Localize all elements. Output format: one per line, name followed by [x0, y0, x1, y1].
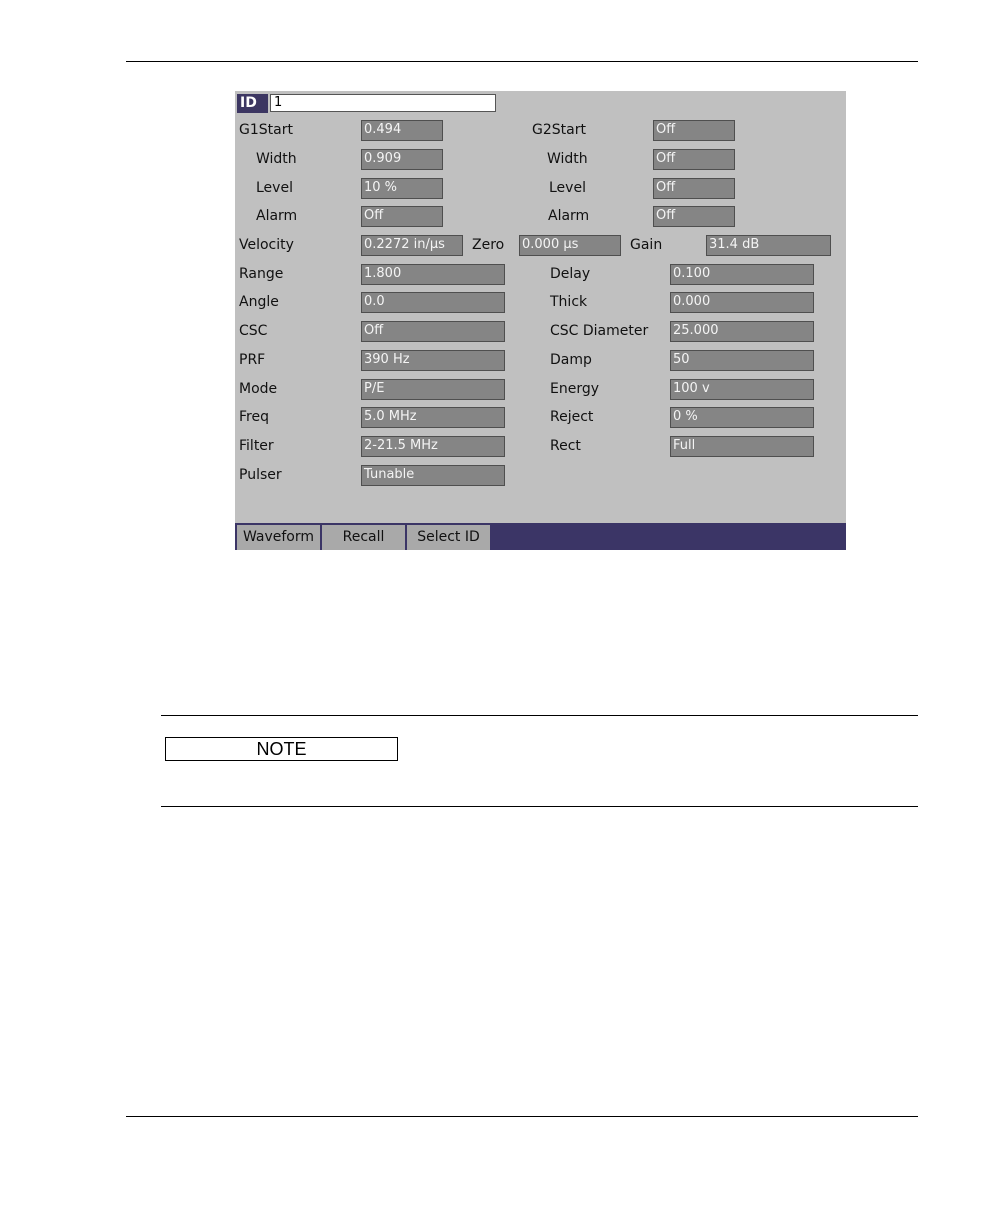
zero-field[interactable]: 0.000 µs: [519, 235, 621, 256]
g2-alarm-field[interactable]: Off: [653, 206, 735, 227]
range-label: Range: [239, 266, 284, 282]
header-rule: [126, 61, 918, 62]
reject-label: Reject: [550, 409, 594, 425]
g1-alarm-field[interactable]: Off: [361, 206, 443, 227]
thick-label: Thick: [550, 294, 588, 310]
csc-diameter-field[interactable]: 25.000: [670, 321, 814, 342]
g1-alarm-label: Alarm: [256, 208, 298, 224]
energy-field[interactable]: 100 v: [670, 379, 814, 400]
csc-field[interactable]: Off: [361, 321, 505, 342]
g1-start-field[interactable]: 0.494: [361, 120, 443, 141]
device-screen: [235, 91, 846, 550]
gain-label: Gain: [630, 237, 663, 253]
note-bottom-rule: [161, 806, 918, 807]
g2-alarm-label: Alarm: [548, 208, 590, 224]
g2-width-label: Width: [547, 151, 588, 167]
reject-field[interactable]: 0 %: [670, 407, 814, 428]
angle-label: Angle: [239, 294, 279, 310]
mode-field[interactable]: P/E: [361, 379, 505, 400]
g1-width-label: Width: [256, 151, 297, 167]
g1-start-label: G1Start: [239, 122, 293, 138]
g1-width-field[interactable]: 0.909: [361, 149, 443, 170]
pulser-field[interactable]: Tunable: [361, 465, 505, 486]
pulser-label: Pulser: [239, 467, 282, 483]
note-top-rule: [161, 715, 918, 716]
g2-start-field[interactable]: Off: [653, 120, 735, 141]
filter-field[interactable]: 2-21.5 MHz: [361, 436, 505, 457]
csc-label: CSC: [239, 323, 268, 339]
g2-width-field[interactable]: Off: [653, 149, 735, 170]
velocity-label: Velocity: [239, 237, 294, 253]
prf-label: PRF: [239, 352, 266, 368]
csc-diameter-label: CSC Diameter: [550, 323, 649, 339]
g1-level-field[interactable]: 10 %: [361, 178, 443, 199]
gain-field[interactable]: 31.4 dB: [706, 235, 831, 256]
id-badge: ID: [237, 94, 268, 113]
angle-field[interactable]: 0.0: [361, 292, 505, 313]
damp-field[interactable]: 50: [670, 350, 814, 371]
freq-field[interactable]: 5.0 MHz: [361, 407, 505, 428]
softkey-bar: [235, 523, 846, 550]
g2-level-label: Level: [549, 180, 586, 196]
note-heading: NOTE: [165, 737, 398, 761]
id-input[interactable]: 1: [270, 94, 496, 112]
g2-level-field[interactable]: Off: [653, 178, 735, 199]
freq-label: Freq: [239, 409, 269, 425]
g2-start-label: G2Start: [532, 122, 586, 138]
velocity-field[interactable]: 0.2272 in/µs: [361, 235, 463, 256]
range-field[interactable]: 1.800: [361, 264, 505, 285]
zero-label: Zero: [472, 237, 505, 253]
softkey-recall[interactable]: Recall: [322, 525, 405, 550]
mode-label: Mode: [239, 381, 278, 397]
delay-field[interactable]: 0.100: [670, 264, 814, 285]
delay-label: Delay: [550, 266, 591, 282]
softkey-select-id[interactable]: Select ID: [407, 525, 490, 550]
g1-level-label: Level: [256, 180, 293, 196]
filter-label: Filter: [239, 438, 274, 454]
damp-label: Damp: [550, 352, 592, 368]
thick-field[interactable]: 0.000: [670, 292, 814, 313]
prf-field[interactable]: 390 Hz: [361, 350, 505, 371]
rect-label: Rect: [550, 438, 581, 454]
softkey-waveform[interactable]: Waveform: [237, 525, 320, 550]
rect-field[interactable]: Full: [670, 436, 814, 457]
footer-rule: [126, 1116, 918, 1117]
energy-label: Energy: [550, 381, 600, 397]
